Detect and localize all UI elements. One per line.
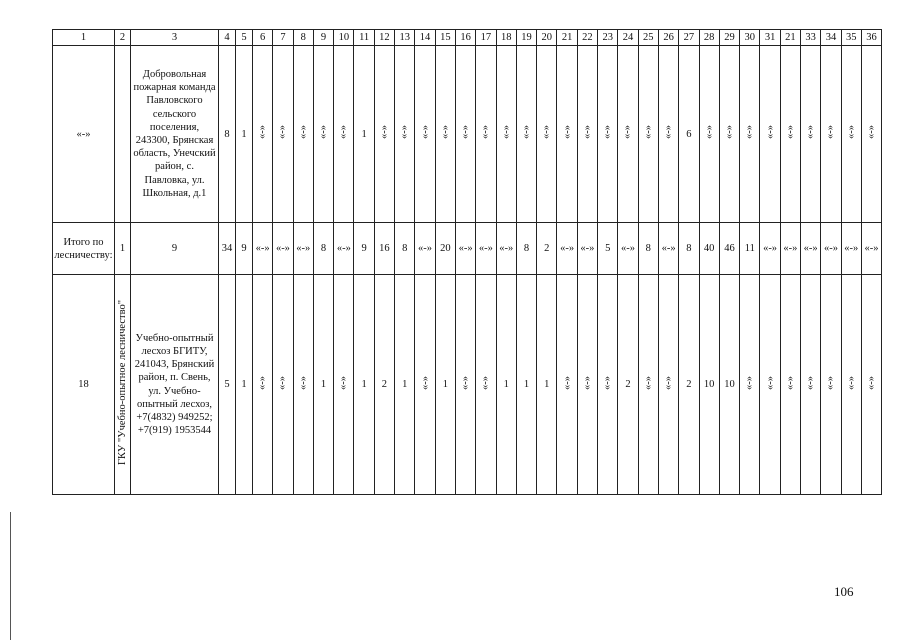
- value-text: «-»: [866, 125, 878, 139]
- organization-cell: [131, 46, 219, 223]
- header-cell: 30: [740, 30, 760, 46]
- value-text: «-»: [784, 375, 796, 390]
- value-cell: [699, 275, 719, 495]
- value-cell: [219, 223, 236, 275]
- header-cell: 33: [801, 30, 821, 46]
- value-cell: [313, 223, 333, 275]
- value-text: «-»: [581, 375, 593, 390]
- value-cell: [658, 46, 678, 223]
- organization-text: Учебно-опытный лесхоз БГИТУ, 241043, Брянский район, п. Свень, ул. Учебно-опытный лесхоз, +7(4832) 949252; +7(919) 1953544: [134, 332, 215, 437]
- value-cell: [821, 46, 841, 223]
- value-cell: [374, 46, 394, 223]
- value-text: «-»: [336, 243, 351, 254]
- value-text: «-»: [277, 125, 289, 139]
- value-text: «-»: [764, 125, 776, 139]
- value-text: «-»: [521, 125, 532, 139]
- value-cell: [801, 46, 821, 223]
- value-cell: [415, 223, 435, 275]
- value-cell: [537, 46, 557, 223]
- value-cell: [354, 275, 374, 495]
- value-cell: [821, 223, 841, 275]
- value-cell: [719, 223, 739, 275]
- header-cell: 26: [658, 30, 678, 46]
- value-cell: [638, 275, 658, 495]
- value-cell: [780, 223, 800, 275]
- value-cell: [598, 223, 618, 275]
- value-text: «-»: [866, 375, 878, 390]
- value-text: «-»: [803, 243, 818, 254]
- value-text: 5: [605, 243, 611, 254]
- header-cell: 20: [537, 30, 557, 46]
- value-cell: [395, 275, 415, 495]
- value-cell: [293, 275, 313, 495]
- value-text: «-»: [338, 125, 350, 139]
- value-text: 10: [724, 379, 735, 390]
- value-cell: [273, 275, 293, 495]
- value-cell: [253, 46, 273, 223]
- value-cell: [476, 275, 496, 495]
- value-text: «-»: [296, 243, 311, 254]
- value-cell: [557, 275, 577, 495]
- value-text: «-»: [825, 375, 837, 390]
- organization-cell: [131, 275, 219, 495]
- value-text: 1: [402, 379, 408, 390]
- value-cell: [699, 223, 719, 275]
- header-cell: 12: [374, 30, 394, 46]
- header-cell: 29: [719, 30, 739, 46]
- value-text: 1: [320, 379, 327, 390]
- value-cell: [313, 46, 333, 223]
- header-cell: 23: [598, 30, 618, 46]
- value-text: «-»: [622, 125, 634, 139]
- value-text: 9: [361, 243, 367, 254]
- value-cell: [496, 275, 516, 495]
- value-text: 2: [625, 379, 631, 390]
- value-text: «-»: [784, 125, 796, 139]
- value-cell: [455, 46, 475, 223]
- value-cell: [577, 275, 597, 495]
- value-cell: [415, 275, 435, 495]
- header-cell: 11: [354, 30, 374, 46]
- header-row: [53, 30, 882, 46]
- value-cell: [236, 223, 253, 275]
- value-cell: [679, 223, 699, 275]
- value-cell: [253, 223, 273, 275]
- row-label-cell: 18: [53, 275, 115, 495]
- header-cell: 28: [699, 30, 719, 46]
- value-text: 20: [440, 243, 451, 254]
- value-cell: [537, 223, 557, 275]
- value-cell: [618, 223, 638, 275]
- value-cell: [618, 46, 638, 223]
- header-cell: 18: [496, 30, 516, 46]
- header-cell: 35: [841, 30, 861, 46]
- value-text: «-»: [663, 375, 675, 390]
- value-text: «-»: [764, 375, 776, 390]
- value-text: 16: [379, 243, 390, 254]
- value-text: 1: [361, 128, 367, 140]
- value-cell: [537, 275, 557, 495]
- forestry-name-cell: [115, 46, 131, 223]
- value-cell: [293, 46, 313, 223]
- value-text: «-»: [723, 125, 735, 139]
- value-cell: [496, 223, 516, 275]
- value-cell: [801, 223, 821, 275]
- header-cell: 4: [219, 30, 236, 46]
- header-cell: 14: [415, 30, 435, 46]
- value-text: «-»: [864, 243, 879, 254]
- value-text: 8: [523, 243, 530, 254]
- value-text: «-»: [661, 243, 676, 254]
- value-text: «-»: [297, 125, 309, 139]
- value-cell: [577, 46, 597, 223]
- value-text: 8: [320, 243, 327, 254]
- value-text: 8: [686, 243, 692, 254]
- value-text: «-»: [297, 375, 309, 390]
- value-text: 8: [645, 243, 651, 254]
- header-cell: 10: [334, 30, 354, 46]
- value-text: «-»: [844, 243, 859, 254]
- value-text: 2: [381, 379, 388, 390]
- value-text: «-»: [257, 375, 269, 390]
- value-cell: [699, 46, 719, 223]
- value-text: «-»: [825, 125, 837, 139]
- value-cell: [374, 275, 394, 495]
- value-text: 40: [703, 243, 715, 254]
- header-cell: 16: [455, 30, 475, 46]
- value-cell: [719, 46, 739, 223]
- row-label-cell: Итого по лесничеству:: [53, 223, 115, 275]
- header-cell: 27: [679, 30, 699, 46]
- value-text: «-»: [805, 125, 817, 139]
- header-cell: 36: [861, 30, 881, 46]
- header-cell: 17: [476, 30, 496, 46]
- value-text: «-»: [580, 243, 595, 254]
- value-text: 1: [442, 379, 448, 390]
- header-cell: 22: [577, 30, 597, 46]
- value-text: «-»: [419, 375, 431, 390]
- value-cell: [435, 223, 455, 275]
- value-text: «-»: [703, 125, 715, 139]
- value-cell: [598, 275, 618, 495]
- value-text: «-»: [277, 375, 289, 390]
- value-cell: [354, 223, 374, 275]
- value-text: 1: [241, 379, 247, 390]
- value-text: «-»: [257, 125, 269, 139]
- value-text: «-»: [744, 125, 756, 139]
- value-text: 2: [686, 379, 692, 390]
- header-cell: 19: [516, 30, 536, 46]
- value-cell: [476, 223, 496, 275]
- table-row: [53, 223, 882, 275]
- value-cell: [496, 46, 516, 223]
- value-text: «-»: [478, 243, 493, 254]
- value-text: 46: [724, 243, 735, 254]
- value-cell: [598, 46, 618, 223]
- value-text: «-»: [823, 243, 838, 254]
- value-cell: [293, 223, 313, 275]
- value-text: 1: [241, 128, 247, 140]
- value-cell: [476, 46, 496, 223]
- value-cell: [760, 275, 780, 495]
- value-text: 1: [503, 379, 509, 390]
- value-text: 2: [544, 243, 550, 254]
- value-text: «-»: [663, 125, 675, 139]
- value-cell: [618, 275, 638, 495]
- value-text: 9: [241, 243, 247, 254]
- value-text: «-»: [561, 375, 573, 390]
- header-cell: 5: [236, 30, 253, 46]
- header-cell: 13: [395, 30, 415, 46]
- value-text: «-»: [439, 125, 451, 139]
- value-cell: [740, 223, 760, 275]
- organization-text: 9: [171, 242, 178, 254]
- header-cell: 25: [638, 30, 658, 46]
- value-cell: [801, 275, 821, 495]
- value-text: 11: [744, 243, 755, 254]
- value-cell: [780, 275, 800, 495]
- header-cell: 7: [273, 30, 293, 46]
- forestry-name-vertical: ГКУ "Учебно-опытное лесничество": [117, 299, 128, 466]
- value-cell: [219, 46, 236, 223]
- value-text: 5: [224, 379, 230, 390]
- value-cell: [253, 275, 273, 495]
- value-text: «-»: [805, 375, 817, 390]
- value-cell: [740, 46, 760, 223]
- value-text: «-»: [763, 243, 778, 254]
- header-cell: 31: [760, 30, 780, 46]
- value-text: «-»: [845, 125, 857, 139]
- value-text: «-»: [744, 375, 756, 390]
- value-cell: [638, 46, 658, 223]
- header-cell: 9: [313, 30, 333, 46]
- value-cell: [354, 46, 374, 223]
- value-text: «-»: [419, 125, 431, 139]
- header-cell: 3: [131, 30, 219, 46]
- value-cell: [557, 46, 577, 223]
- value-cell: [415, 46, 435, 223]
- value-text: «-»: [255, 243, 270, 254]
- value-text: «-»: [783, 243, 798, 254]
- value-cell: [658, 275, 678, 495]
- value-cell: [577, 223, 597, 275]
- value-cell: [679, 275, 699, 495]
- forestry-name-cell: 1: [115, 223, 131, 275]
- header-cell: 6: [253, 30, 273, 46]
- value-text: 8: [224, 128, 230, 140]
- value-cell: [395, 223, 415, 275]
- value-cell: [557, 223, 577, 275]
- value-cell: [861, 46, 881, 223]
- value-cell: [516, 223, 536, 275]
- scan-edge-mark: [10, 512, 11, 640]
- header-cell: 1: [53, 30, 115, 46]
- value-text: «-»: [399, 125, 411, 139]
- value-text: «-»: [500, 125, 512, 139]
- value-text: 10: [703, 379, 715, 390]
- value-cell: [313, 275, 333, 495]
- value-cell: [334, 275, 354, 495]
- value-text: 34: [221, 243, 233, 254]
- value-cell: [435, 275, 455, 495]
- value-cell: [841, 46, 861, 223]
- value-cell: [236, 275, 253, 495]
- header-cell: 34: [821, 30, 841, 46]
- value-text: 1: [523, 379, 530, 390]
- value-cell: [516, 275, 536, 495]
- value-text: 1: [361, 379, 367, 390]
- header-cell: 2: [115, 30, 131, 46]
- value-cell: [273, 46, 293, 223]
- value-text: «-»: [460, 375, 472, 390]
- value-cell: [658, 223, 678, 275]
- value-text: «-»: [845, 375, 857, 390]
- value-cell: [334, 46, 354, 223]
- value-text: «-»: [642, 375, 654, 390]
- value-cell: [760, 46, 780, 223]
- value-cell: [679, 46, 699, 223]
- value-text: «-»: [458, 243, 473, 254]
- data-table: [52, 29, 882, 495]
- value-text: «-»: [620, 243, 635, 254]
- value-cell: [638, 223, 658, 275]
- value-text: «-»: [480, 125, 492, 139]
- value-text: 6: [686, 128, 692, 140]
- value-cell: [821, 275, 841, 495]
- value-text: «-»: [581, 125, 593, 139]
- value-cell: [334, 223, 354, 275]
- value-cell: [273, 223, 293, 275]
- page-number: 106: [834, 584, 854, 599]
- value-text: 8: [402, 243, 408, 254]
- table-row: [53, 46, 882, 223]
- value-cell: [455, 223, 475, 275]
- value-cell: [395, 46, 415, 223]
- value-text: «-»: [499, 243, 514, 254]
- value-text: «-»: [642, 125, 654, 139]
- value-cell: [780, 46, 800, 223]
- table-row: [53, 275, 882, 495]
- value-text: «-»: [602, 375, 614, 390]
- value-cell: [861, 223, 881, 275]
- organization-text: Добровольная пожарная команда Павловского сельского поселения, 243300, Брянская область, Унечский район, с. Павловка, ул. Школьная, д.1: [133, 68, 216, 199]
- value-text: «-»: [275, 243, 290, 254]
- value-cell: [719, 275, 739, 495]
- value-text: «-»: [460, 125, 472, 139]
- value-cell: [841, 223, 861, 275]
- value-text: «-»: [418, 243, 433, 254]
- header-cell: 21: [557, 30, 577, 46]
- value-text: 1: [544, 379, 550, 390]
- row-label-cell: «-»: [53, 46, 115, 223]
- header-cell: 8: [293, 30, 313, 46]
- value-cell: [760, 223, 780, 275]
- organization-cell: [131, 223, 219, 275]
- value-cell: [740, 275, 760, 495]
- value-cell: [516, 46, 536, 223]
- value-text: «-»: [561, 125, 573, 139]
- value-cell: [841, 275, 861, 495]
- forestry-name-cell: [115, 275, 131, 495]
- value-text: «-»: [318, 125, 330, 139]
- value-cell: [455, 275, 475, 495]
- header-cell: 15: [435, 30, 455, 46]
- value-text: «-»: [378, 125, 390, 139]
- header-cell: 21: [780, 30, 800, 46]
- header-cell: 24: [618, 30, 638, 46]
- value-text: «-»: [541, 125, 553, 139]
- value-cell: [236, 46, 253, 223]
- value-text: «-»: [480, 375, 492, 390]
- value-cell: [861, 275, 881, 495]
- value-text: «-»: [338, 375, 350, 390]
- value-text: «-»: [602, 125, 614, 139]
- value-cell: [374, 223, 394, 275]
- value-text: «-»: [560, 243, 575, 254]
- value-cell: [435, 46, 455, 223]
- value-cell: [219, 275, 236, 495]
